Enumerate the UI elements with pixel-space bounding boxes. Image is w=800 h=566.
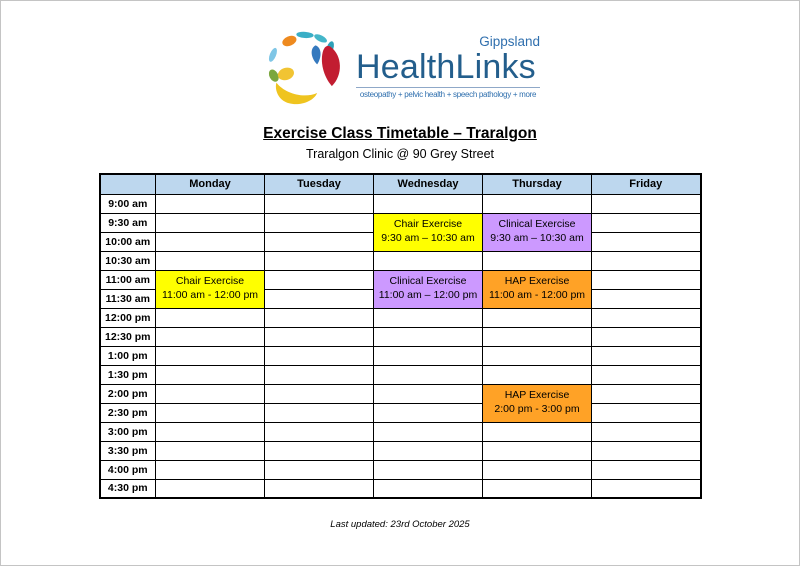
empty-slot — [156, 194, 265, 213]
time-label: 2:00 pm — [100, 384, 156, 403]
empty-slot — [374, 460, 483, 479]
time-label: 10:00 am — [100, 232, 156, 251]
empty-slot — [156, 365, 265, 384]
time-label: 12:00 pm — [100, 308, 156, 327]
empty-slot — [483, 251, 592, 270]
time-label: 9:00 am — [100, 194, 156, 213]
empty-slot — [374, 422, 483, 441]
empty-slot — [483, 460, 592, 479]
empty-slot — [592, 213, 701, 232]
empty-slot — [483, 422, 592, 441]
time-label: 3:30 pm — [100, 441, 156, 460]
empty-slot — [265, 384, 374, 403]
empty-slot — [592, 365, 701, 384]
timetable-header-row — [100, 174, 701, 194]
timetable-row — [100, 384, 701, 403]
time-label: 10:30 am — [100, 251, 156, 270]
timetable-row — [100, 327, 701, 346]
page-title: Exercise Class Timetable – Traralgon — [263, 125, 537, 142]
empty-slot — [156, 460, 265, 479]
empty-slot — [374, 365, 483, 384]
empty-slot — [374, 251, 483, 270]
time-label: 3:00 pm — [100, 422, 156, 441]
empty-slot — [265, 232, 374, 251]
event-chair-exercise: Chair Exercise 9:30 am – 10:30 am — [374, 213, 483, 251]
day-header-wednesday: Wednesday — [374, 174, 483, 194]
day-header-thursday: Thursday — [483, 174, 592, 194]
empty-slot — [156, 403, 265, 422]
empty-slot — [483, 479, 592, 498]
time-label: 12:30 pm — [100, 327, 156, 346]
page-subtitle: Traralgon Clinic @ 90 Grey Street — [306, 147, 494, 161]
event-clinical-exercise: Clinical Exercise 11:00 am – 12:00 pm — [374, 270, 483, 308]
empty-slot — [592, 346, 701, 365]
empty-slot — [592, 479, 701, 498]
empty-slot — [265, 460, 374, 479]
empty-slot — [156, 308, 265, 327]
empty-slot — [156, 327, 265, 346]
event-chair-exercise: Chair Exercise 11:00 am - 12:00 pm — [156, 270, 265, 308]
empty-slot — [592, 270, 701, 289]
event-hap-exercise: HAP Exercise 2:00 pm - 3:00 pm — [483, 384, 592, 422]
empty-slot — [592, 308, 701, 327]
empty-slot — [374, 194, 483, 213]
empty-slot — [265, 289, 374, 308]
timetable-row — [100, 403, 701, 422]
empty-slot — [265, 365, 374, 384]
empty-slot — [483, 346, 592, 365]
empty-slot — [592, 289, 701, 308]
empty-slot — [592, 441, 701, 460]
logo-tagline: osteopathy + pelvic health + speech pathology + more — [359, 89, 537, 99]
empty-slot — [265, 194, 374, 213]
event-clinical-exercise: Clinical Exercise 9:30 am – 10:30 am — [483, 213, 592, 251]
empty-slot — [374, 479, 483, 498]
event-hap-exercise: HAP Exercise 11:00 am - 12:00 pm — [483, 270, 592, 308]
empty-slot — [483, 365, 592, 384]
empty-slot — [592, 460, 701, 479]
timetable-row — [100, 251, 701, 270]
day-header-monday: Monday — [156, 174, 265, 194]
empty-slot — [592, 403, 701, 422]
timetable-row — [100, 270, 701, 289]
empty-slot — [265, 479, 374, 498]
logo-brand-text: HealthLinks — [356, 47, 536, 86]
empty-slot — [483, 327, 592, 346]
empty-slot — [156, 346, 265, 365]
empty-slot — [265, 346, 374, 365]
healthlinks-logo — [1, 28, 799, 106]
timetable-row — [100, 346, 701, 365]
empty-slot — [156, 213, 265, 232]
empty-slot — [483, 194, 592, 213]
empty-slot — [156, 422, 265, 441]
empty-slot — [374, 346, 483, 365]
empty-slot — [592, 422, 701, 441]
empty-slot — [483, 308, 592, 327]
time-label: 9:30 am — [100, 213, 156, 232]
empty-slot — [483, 441, 592, 460]
time-label: 11:00 am — [100, 270, 156, 289]
empty-slot — [265, 213, 374, 232]
healthlinks-circle-icon — [260, 28, 350, 106]
timetable-row — [100, 460, 701, 479]
empty-slot — [156, 384, 265, 403]
empty-slot — [265, 308, 374, 327]
empty-slot — [374, 308, 483, 327]
timetable-row — [100, 308, 701, 327]
logo-text-block — [356, 35, 540, 98]
empty-slot — [265, 270, 374, 289]
empty-slot — [156, 251, 265, 270]
timetable-row — [100, 365, 701, 384]
empty-slot — [156, 479, 265, 498]
timetable-row — [100, 479, 701, 498]
empty-slot — [374, 384, 483, 403]
empty-slot — [265, 327, 374, 346]
timetable-row — [100, 441, 701, 460]
time-label: 1:00 pm — [100, 346, 156, 365]
day-header-friday: Friday — [592, 174, 701, 194]
time-label: 11:30 am — [100, 289, 156, 308]
empty-slot — [265, 422, 374, 441]
timetable — [99, 173, 702, 499]
logo-divider — [356, 87, 540, 88]
timetable-row — [100, 194, 701, 213]
footer-note: Last updated: 23rd October 2025 — [330, 519, 470, 530]
time-column-corner-cell — [100, 174, 156, 194]
empty-slot — [265, 251, 374, 270]
time-label: 4:00 pm — [100, 460, 156, 479]
empty-slot — [592, 232, 701, 251]
empty-slot — [156, 232, 265, 251]
day-header-tuesday: Tuesday — [265, 174, 374, 194]
timetable-row — [100, 213, 701, 232]
empty-slot — [374, 403, 483, 422]
empty-slot — [265, 441, 374, 460]
empty-slot — [374, 441, 483, 460]
empty-slot — [592, 327, 701, 346]
empty-slot — [592, 384, 701, 403]
empty-slot — [265, 403, 374, 422]
empty-slot — [156, 441, 265, 460]
empty-slot — [374, 327, 483, 346]
empty-slot — [592, 251, 701, 270]
time-label: 2:30 pm — [100, 403, 156, 422]
time-label: 1:30 pm — [100, 365, 156, 384]
logo-region-text: Gippsland — [479, 34, 540, 50]
timetable-row — [100, 422, 701, 441]
time-label: 4:30 pm — [100, 479, 156, 498]
empty-slot — [592, 194, 701, 213]
